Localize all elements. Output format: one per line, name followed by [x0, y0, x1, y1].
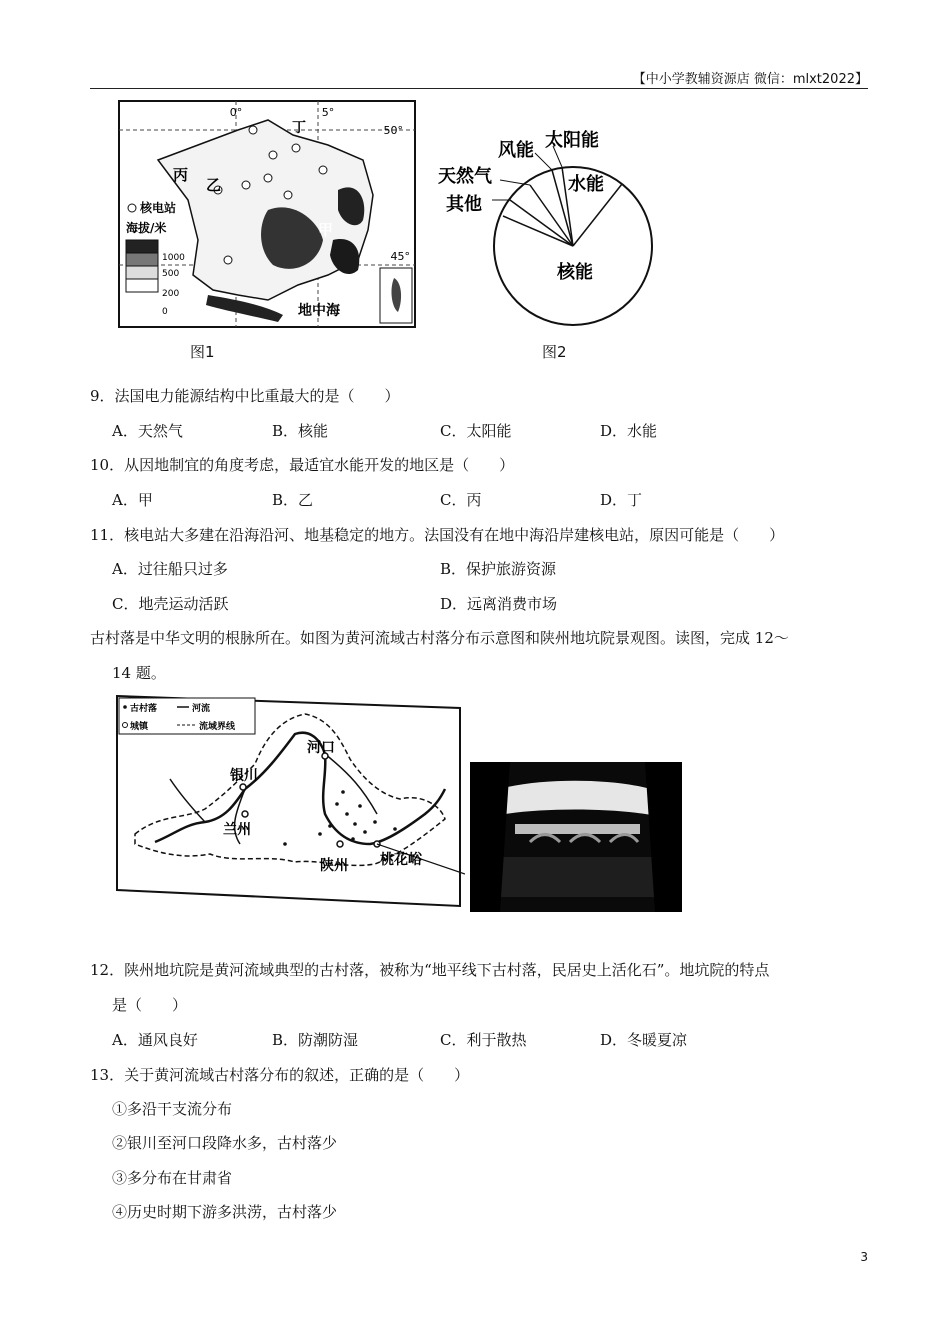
q10-option-b: B．乙 [272, 491, 314, 509]
yellow-river-map [115, 694, 465, 908]
figure1-caption: 图1 [190, 343, 215, 361]
q9-option-a: A．天然气 [112, 422, 183, 440]
lon-5-label: 5° [321, 106, 335, 119]
q10-option-a: A．甲 [112, 491, 153, 509]
lon-0-label: 0° [229, 106, 243, 119]
q11-option-b: B．保护旅游资源 [440, 560, 557, 578]
legend-500: 500 [162, 269, 180, 279]
energy-pie-chart [430, 118, 660, 338]
place-hekou: 河口 [307, 740, 335, 756]
label-solar: 太阳能 [545, 130, 599, 151]
region-ding: 丁 [292, 120, 306, 136]
q9-option-d: D．水能 [600, 422, 658, 440]
region-bing: 丙 [173, 166, 189, 184]
q13-item-4: ④历史时期下游多洪涝，古村落少 [112, 1203, 338, 1221]
station-icon [128, 204, 136, 212]
q9-option-c: C．太阳能 [440, 422, 512, 440]
region-yi: 乙 [206, 176, 222, 194]
place-yinchuan: 银川 [230, 768, 258, 784]
q13-item-3: ③多分布在甘肃省 [112, 1169, 233, 1187]
legend-0: 0 [162, 307, 168, 317]
q12-option-b: B．防潮防湿 [272, 1031, 359, 1049]
q11-option-a: A．过往船只过多 [112, 560, 228, 578]
legend-1000: 1000 [162, 253, 185, 263]
legend-village: 古村落 [130, 704, 158, 714]
legend-river: 河流 [192, 704, 211, 714]
q9-stem: 9．法国电力能源结构中比重最大的是（ ） [90, 387, 400, 405]
q10-option-c: C．丙 [440, 491, 482, 509]
q10-option-d: D．丁 [600, 491, 643, 509]
passage-line-1: 古村落是中华文明的根脉所在。如图为黄河流域古村落分布示意图和陕州地坑院景观图。读图，完成 12～ [90, 629, 789, 647]
q11-stem: 11．核电站大多建在沿海沿河、地基稳定的地方。法国没有在地中海沿岸建核电站，原因可能是（ ） [90, 526, 785, 544]
label-other: 其他 [446, 194, 482, 215]
q12-stem-line-2: 是（ ） [112, 996, 188, 1014]
passage-line-2: 14 题。 [112, 664, 166, 682]
legend-title: 海拔/米 [126, 221, 167, 235]
label-nuclear: 核能 [557, 262, 593, 283]
legend-station: 核电站 [140, 201, 177, 215]
q12-option-d: D．冬暖夏凉 [600, 1031, 688, 1049]
place-shanzhou: 陕州 [320, 858, 348, 874]
place-taohuayu: 桃花峪 [380, 852, 422, 868]
label-wind: 风能 [498, 140, 534, 161]
q12-stem-line-1: 12．陕州地坑院是黄河流域典型的古村落，被称为“地平线下古村落，民居史上活化石”。地坑院的特点 [90, 961, 770, 979]
q9-option-b: B．核能 [272, 422, 329, 440]
label-water: 水能 [568, 174, 604, 195]
q13-stem: 13．关于黄河流域古村落分布的叙述，正确的是（ ） [90, 1066, 470, 1084]
page-header: 【中小学教辅资源店 微信：mlxt2022】 [90, 68, 868, 89]
lat-50-label: 50° [383, 124, 403, 137]
lat-45-label: 45° [390, 250, 410, 263]
q11-option-d: D．远离消费市场 [440, 595, 558, 613]
q10-stem: 10．从因地制宜的角度考虑，最适宜水能开发的地区是（ ） [90, 456, 515, 474]
sea-label: 地中海 [298, 303, 340, 319]
q12-option-a: A．通风良好 [112, 1031, 198, 1049]
region-jia: 甲 [318, 221, 334, 239]
legend-200: 200 [162, 289, 180, 299]
france-map [118, 100, 416, 328]
place-lanzhou: 兰州 [223, 822, 251, 838]
legend-town: 城镇 [130, 722, 149, 732]
q13-item-2: ②银川至河口段降水多，古村落少 [112, 1134, 338, 1152]
dikengyuan-photo [470, 762, 682, 912]
label-gas: 天然气 [438, 166, 492, 187]
q13-item-1: ①多沿干支流分布 [112, 1100, 233, 1118]
legend-boundary: 流域界线 [199, 722, 236, 732]
page-number: 3 [860, 1250, 868, 1264]
q12-option-c: C．利于散热 [440, 1031, 527, 1049]
q11-option-c: C．地壳运动活跃 [112, 595, 229, 613]
figure2-caption: 图2 [542, 343, 567, 361]
